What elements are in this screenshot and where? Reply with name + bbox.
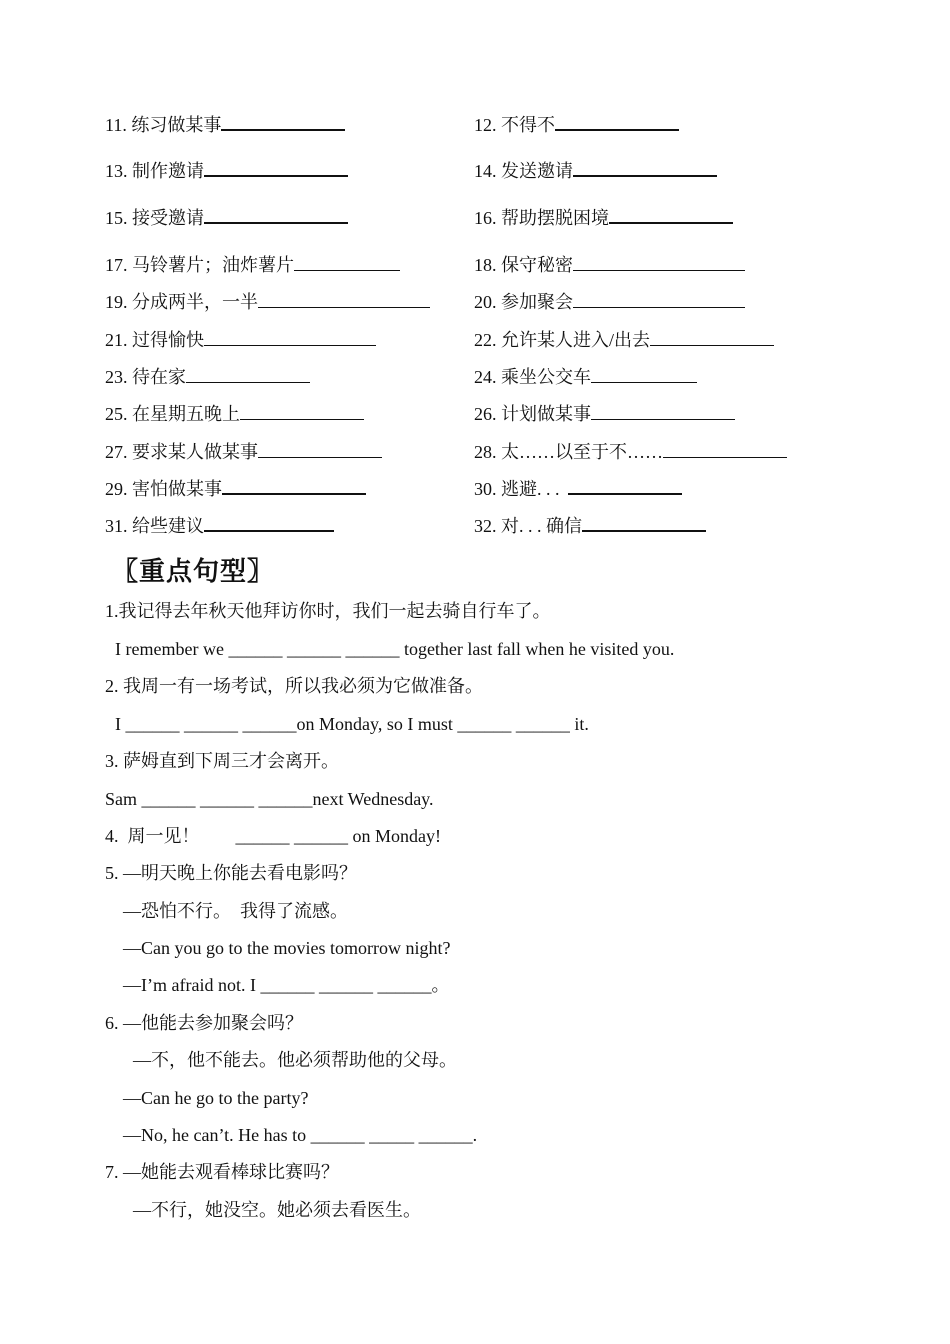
sentence-3-cn: 3. 萨姆直到下周三才会离开。 [105,751,339,771]
vocab-item-27: 27. 要求某人做某事 [105,438,382,466]
answer-blank[interactable] [573,174,717,177]
vocab-item-23: 23. 待在家 [105,363,310,391]
vocab-item-28: 28. 太……以至于不…… [474,438,787,466]
vocab-item-13: 13. 制作邀请 [105,157,348,185]
sentence-7-question-cn: 7. —她能去观看棒球比赛吗？ [105,1162,339,1182]
vocab-item-11: 11. 练习做某事 [105,111,345,139]
vocab-item-20: 20. 参加聚会 [474,288,745,316]
answer-blank[interactable] [568,492,682,495]
answer-blank[interactable] [294,269,400,271]
sentence-1-cn: 1.我记得去年秋天他拜访你时，我们一起去骑自行车了。 [105,601,551,621]
answer-blank[interactable] [204,221,348,224]
vocab-row [0,157,950,187]
vocab-row [0,204,950,234]
vocab-item-32: 32. 对. . . 确信 [474,512,706,540]
sentence-7-answer-cn: —不行，她没空。她必须去看医生。 [133,1200,421,1220]
vocab-item-15: 15. 接受邀请 [105,204,348,232]
vocab-item-26: 26. 计划做某事 [474,400,735,428]
vocab-item-21: 21. 过得愉快 [105,326,376,354]
vocab-item-30: 30. 逃避. . . [474,475,682,503]
vocab-row [0,111,950,141]
vocab-item-14: 14. 发送邀请 [474,157,717,185]
vocab-row [0,288,950,318]
answer-blank[interactable] [204,344,376,346]
sentence-5-answer-en: —I’m afraid not. I ______ ______ ______。 [123,975,450,995]
sentence-6-answer-en: —No, he can’t. He has to ______ _____ ______. [123,1125,478,1145]
answer-blank[interactable] [258,456,382,458]
vocab-row [0,475,950,505]
answer-blank[interactable] [240,418,364,420]
answer-blank[interactable] [204,529,334,532]
answer-blank[interactable] [573,269,745,271]
answer-blank[interactable] [186,381,310,383]
answer-blank[interactable] [258,306,430,308]
section-title: 〖重点句型〗 [112,557,275,587]
vocab-row [0,438,950,468]
answer-blank[interactable] [591,418,735,420]
vocab-item-29: 29. 害怕做某事 [105,475,366,503]
vocab-item-25: 25. 在星期五晚上 [105,400,364,428]
answer-blank[interactable] [663,456,787,458]
sentence-4: 4. 周一见！ ______ ______ on Monday! [105,826,441,846]
answer-blank[interactable] [555,128,679,131]
sentence-3-en: Sam ______ ______ ______next Wednesday. [105,789,434,809]
vocab-item-19: 19. 分成两半，一半 [105,288,430,316]
sentence-6-question-cn: 6. —他能去参加聚会吗？ [105,1013,303,1033]
vocab-item-31: 31. 给些建议 [105,512,334,540]
vocab-item-18: 18. 保守秘密 [474,251,745,279]
answer-blank[interactable] [650,344,774,346]
vocab-item-16: 16. 帮助摆脱困境 [474,204,733,232]
answer-blank[interactable] [582,529,706,532]
sentence-5-question-en: —Can you go to the movies tomorrow night? [123,938,451,958]
vocab-item-24: 24. 乘坐公交车 [474,363,697,391]
vocab-row [0,251,950,281]
vocab-item-17: 17. 马铃薯片；油炸薯片 [105,251,400,279]
sentence-2-cn: 2. 我周一有一场考试，所以我必须为它做准备。 [105,676,483,696]
answer-blank[interactable] [221,128,345,131]
vocab-row [0,400,950,430]
answer-blank[interactable] [573,306,745,308]
vocab-item-12: 12. 不得不 [474,111,679,139]
answer-blank[interactable] [204,174,348,177]
answer-blank[interactable] [591,381,697,383]
vocab-row [0,363,950,393]
vocab-row [0,512,950,542]
answer-blank[interactable] [609,221,733,224]
sentence-6-answer-cn: —不，他不能去。他必须帮助他的父母。 [133,1050,457,1070]
sentence-6-question-en: —Can he go to the party? [123,1088,309,1108]
sentence-1-en: I remember we ______ ______ ______ together last fall when he visited you. [115,639,675,659]
sentence-2-en: I ______ ______ ______on Monday, so I must ______ ______ it. [115,714,589,734]
vocab-row [0,326,950,356]
answer-blank[interactable] [222,492,366,495]
vocab-item-22: 22. 允许某人进入/出去 [474,326,774,354]
sentence-5-question-cn: 5. —明天晚上你能去看电影吗？ [105,863,357,883]
sentence-5-answer-cn: —恐怕不行。 我得了流感。 [123,901,348,921]
